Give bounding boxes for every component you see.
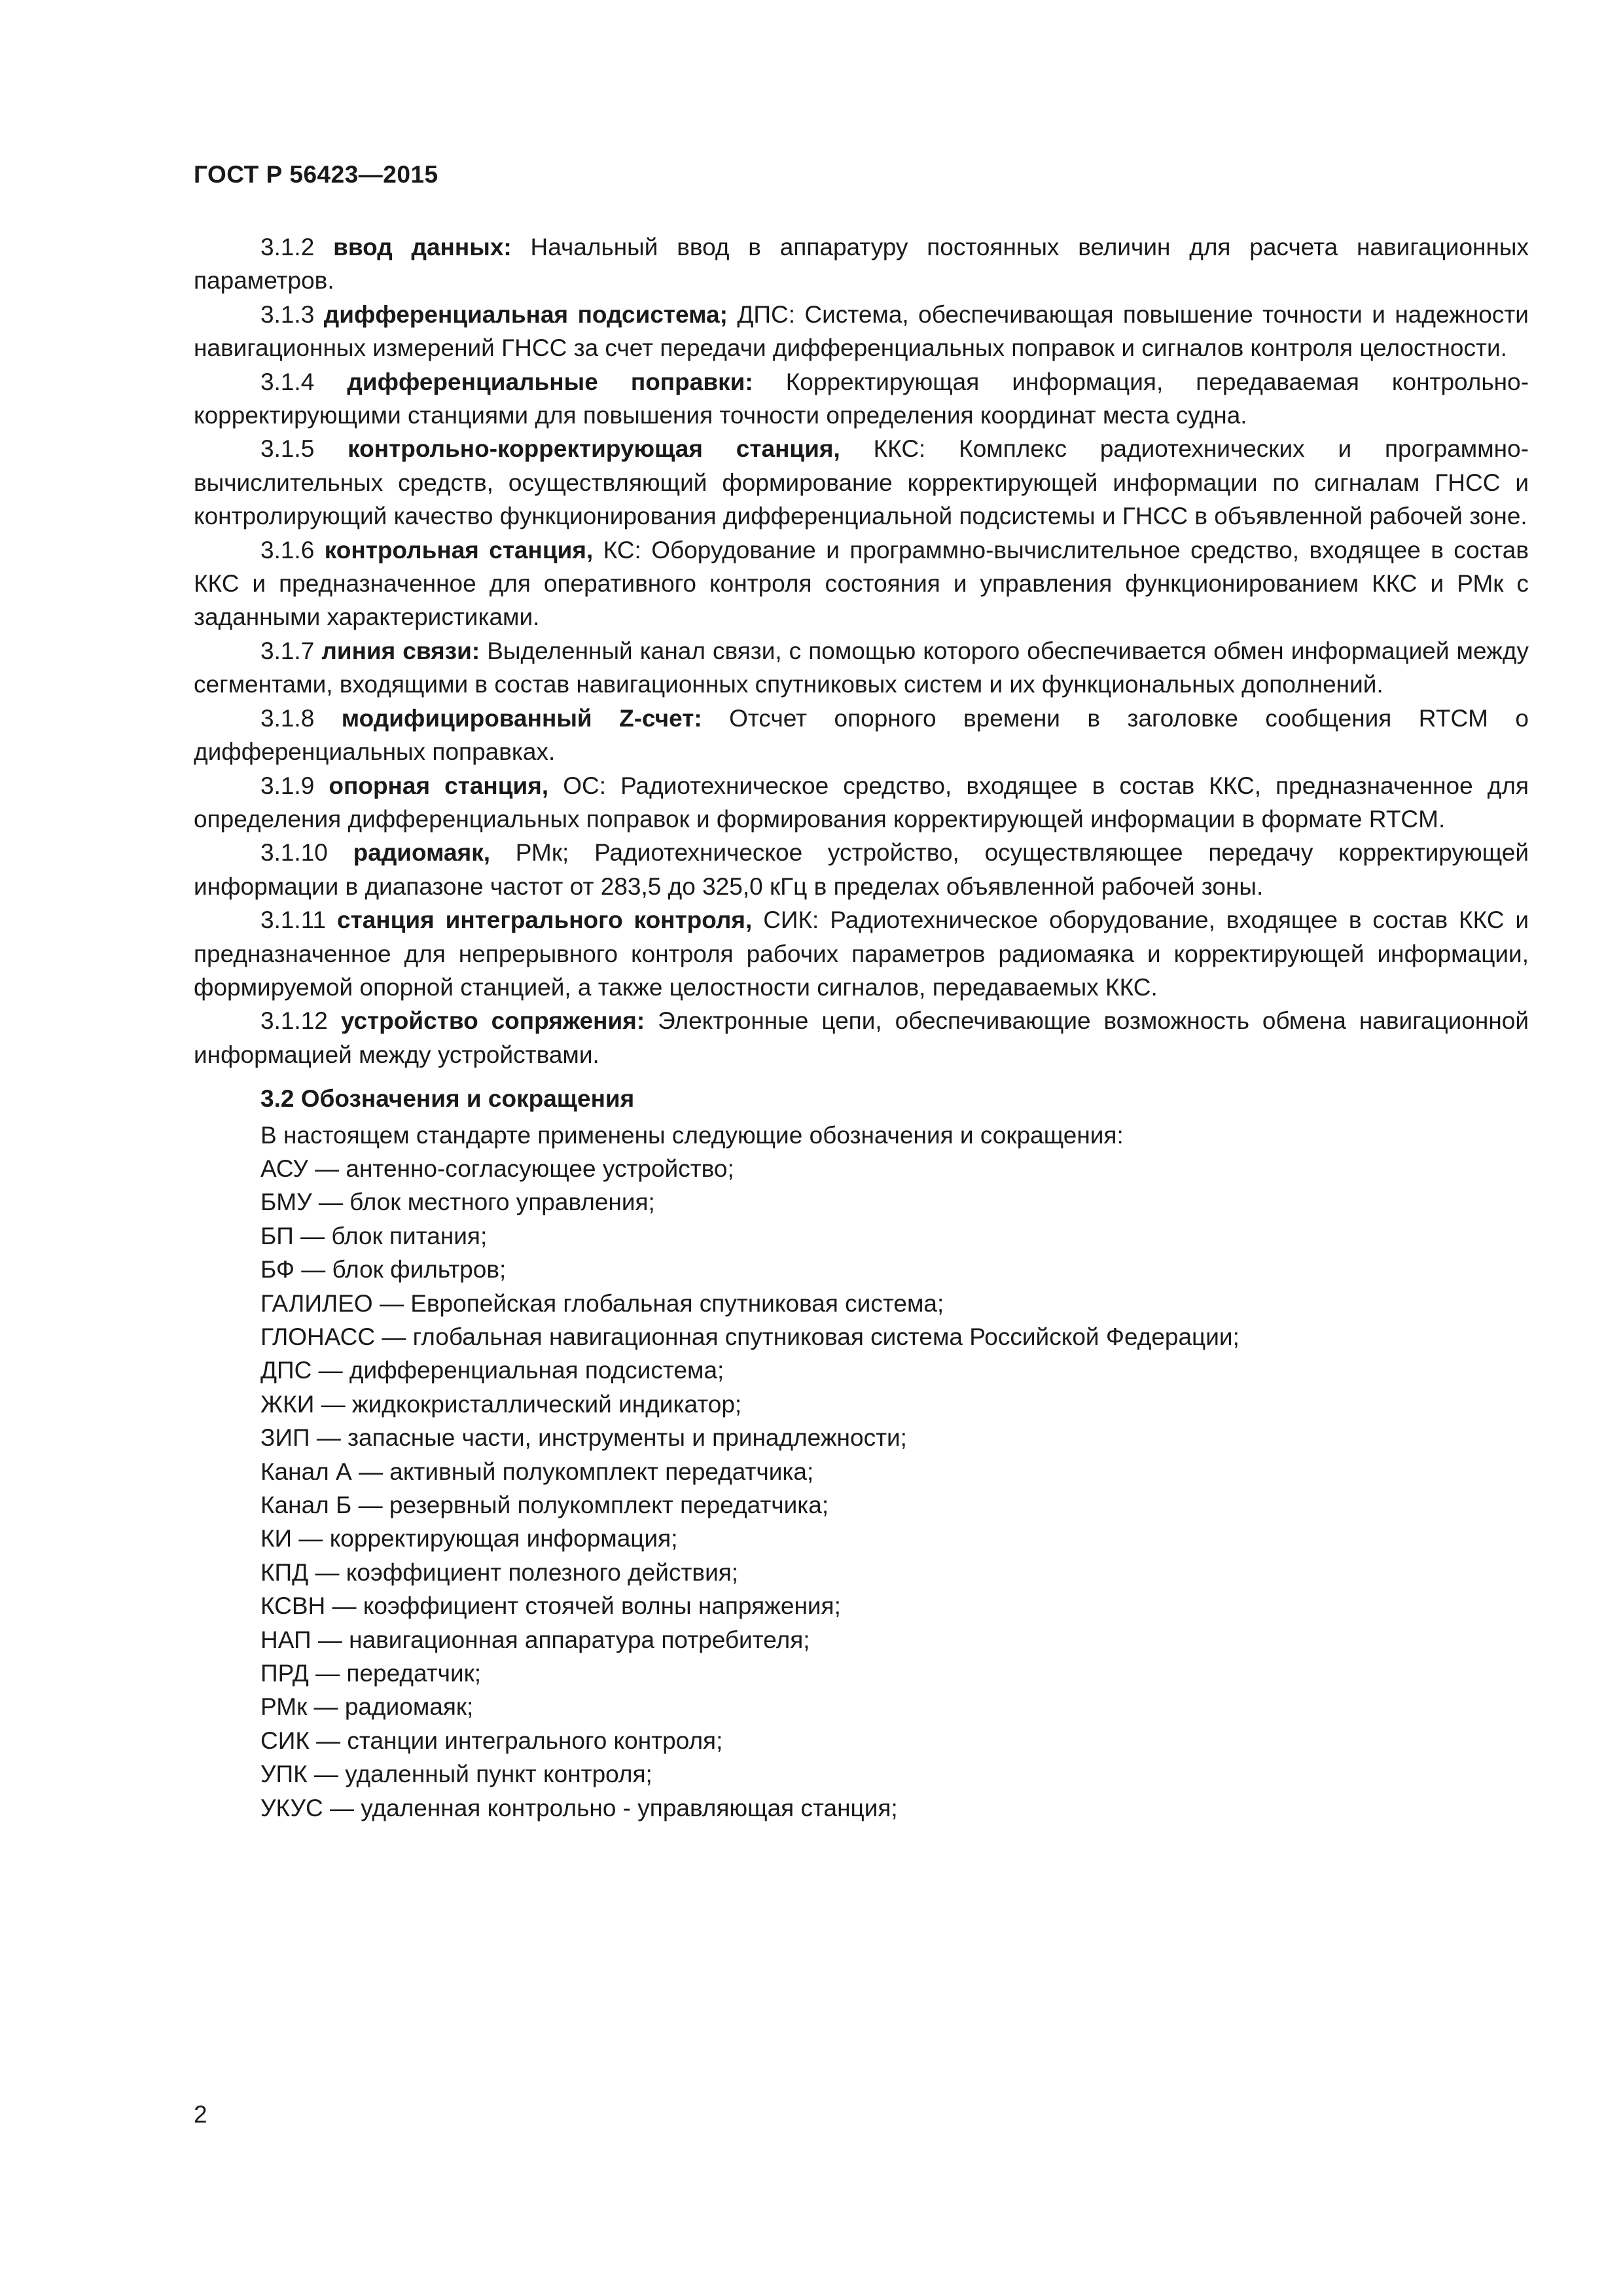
term-paragraph	[194, 365, 1529, 433]
term-name: дифференциальные поправки:	[347, 368, 753, 395]
abbreviation-item: Канал Б — резервный полукомплект передатчика;	[260, 1492, 829, 1519]
term-paragraph	[194, 836, 1529, 903]
term-definition: Электронные цепи, обеспечивающие возможность обмена навигационной информацией между устройствами.	[194, 1007, 1529, 1068]
abbreviation-item: Канал А — активный полукомплект передатчика;	[260, 1458, 814, 1485]
term-name: контрольно-корректирующая станция,	[348, 435, 840, 463]
abbreviation-item: ГАЛИЛЕО — Европейская глобальная спутниковая система;	[260, 1289, 944, 1317]
abbreviation-item: ЖКИ — жидкокристаллический индикатор;	[260, 1390, 742, 1418]
term-number: 3.1.4	[260, 368, 315, 395]
term-definition: ОС: Радиотехническое средство, входящее в состав ККС, предназначенное для определения дифференциальных поправок и формирования корректирующей информации в формате RTCM.	[194, 772, 1529, 833]
term-number: 3.1.11	[260, 906, 327, 934]
term-definition: КС: Оборудование и программно-вычислительное средство, входящее в состав ККС и предназначенное для оперативного контроля состояния и управления функционированием ККС и РМк с заданными характеристиками.	[194, 536, 1529, 631]
term-definition: Начальный ввод в аппаратуру постоянных величин для расчета навигационных параметров.	[194, 234, 1529, 295]
abbreviation-item: БМУ — блок местного управления;	[260, 1189, 655, 1216]
terms-list	[194, 230, 1529, 1071]
term-number: 3.1.12	[260, 1007, 328, 1035]
abbreviation-item: КИ — корректирующая информация;	[260, 1525, 678, 1552]
document-header: ГОСТ Р 56423—2015	[194, 161, 438, 188]
page-number: 2	[194, 2101, 207, 2128]
abbreviation-item: КПД — коэффициент полезного действия;	[260, 1558, 739, 1586]
abbreviation-item: АСУ — антенно-согласующее устройство;	[260, 1155, 734, 1182]
term-paragraph	[194, 230, 1529, 298]
term-name: дифференциальная подсистема;	[323, 300, 728, 328]
term-paragraph	[194, 634, 1529, 702]
section-title: 3.2 Обозначения и сокращения	[260, 1085, 635, 1113]
abbreviation-item: РМк — радиомаяк;	[260, 1693, 474, 1721]
abbreviation-item: УКУС — удаленная контрольно - управляющая станция;	[260, 1794, 898, 1821]
term-paragraph	[194, 769, 1529, 836]
abbreviation-item: ГЛОНАСС — глобальная навигационная спутниковая система Российской Федерации;	[260, 1323, 1240, 1350]
term-name: линия связи:	[321, 637, 480, 664]
term-number: 3.1.10	[260, 839, 328, 867]
term-name: опорная станция,	[329, 772, 549, 799]
abbreviation-item: БФ — блок фильтров;	[260, 1256, 507, 1283]
term-paragraph	[194, 702, 1529, 769]
term-definition: ККС: Комплекс радиотехнических и программно-вычислительных средств, осуществляющий формирование корректирующей информации по сигналам ГНСС и контролирующий качество функционирования дифференциальной подсистемы и ГНСС в объявленной рабочей зоне.	[194, 435, 1529, 530]
section-intro: В настоящем стандарте применены следующие обозначения и сокращения:	[260, 1121, 1124, 1149]
term-paragraph	[194, 533, 1529, 634]
abbreviation-item: КСВН — коэффициент стоячей волны напряжения;	[260, 1592, 841, 1620]
term-paragraph	[194, 432, 1529, 533]
term-name: модифицированный Z-счет:	[341, 704, 702, 732]
term-number: 3.1.3	[260, 300, 315, 328]
document-body	[194, 230, 1529, 1825]
term-number: 3.1.8	[260, 704, 315, 732]
term-name: контрольная станция,	[324, 536, 594, 564]
term-number: 3.1.7	[260, 637, 315, 664]
term-definition: РМк; Радиотехническое устройство, осуществляющее передачу корректирующей информации в диапазоне частот от 283,5 до 325,0 кГц в пределах объявленной рабочей зоны.	[194, 839, 1529, 900]
term-number: 3.1.9	[260, 772, 315, 799]
term-paragraph	[194, 903, 1529, 1004]
term-definition: Корректирующая информация, передаваемая контрольно-корректирующими станциями для повышения точности определения координат места судна.	[194, 368, 1529, 429]
term-paragraph	[194, 298, 1529, 365]
term-definition: ДПС: Система, обеспечивающая повышение точности и надежности навигационных измерений ГНСС за счет передачи дифференциальных поправок и сигналов контроля целостности.	[194, 300, 1529, 362]
term-number: 3.1.5	[260, 435, 315, 463]
abbreviation-item: УПК — удаленный пункт контроля;	[260, 1761, 652, 1788]
term-name: устройство сопряжения:	[340, 1007, 645, 1035]
abbreviation-item: ДПС — дифференциальная подсистема;	[260, 1357, 724, 1384]
term-number: 3.1.6	[260, 536, 315, 564]
abbreviation-item: ЗИП — запасные части, инструменты и принадлежности;	[260, 1424, 907, 1452]
term-name: радиомаяк,	[353, 839, 491, 867]
term-number: 3.1.2	[260, 234, 315, 260]
abbreviation-item: НАП — навигационная аппаратура потребителя;	[260, 1626, 810, 1653]
abbreviation-item: ПРД — передатчик;	[260, 1660, 482, 1687]
abbreviation-item: БП — блок питания;	[260, 1222, 488, 1249]
abbreviations-list	[194, 1152, 1529, 1825]
term-definition: СИК: Радиотехническое оборудование, входящее в состав ККС и предназначенное для непрерывного контроля рабочих параметров радиомаяка и корректирующей информации, формируемой опорной станцией, а также целостности сигналов, передаваемых ККС.	[194, 906, 1529, 1001]
term-name: станция интегрального контроля,	[337, 906, 753, 934]
term-definition: Отсчет опорного времени в заголовке сообщения RTCM о дифференциальных поправках.	[194, 704, 1529, 766]
term-paragraph	[194, 1004, 1529, 1071]
term-definition: Выделенный канал связи, с помощью которого обеспечивается обмен информацией между сегментами, входящими в состав навигационных спутниковых систем и их функциональных дополнений.	[194, 637, 1529, 698]
abbreviation-item: СИК — станции интегрального контроля;	[260, 1727, 723, 1754]
term-name: ввод данных:	[333, 234, 512, 260]
